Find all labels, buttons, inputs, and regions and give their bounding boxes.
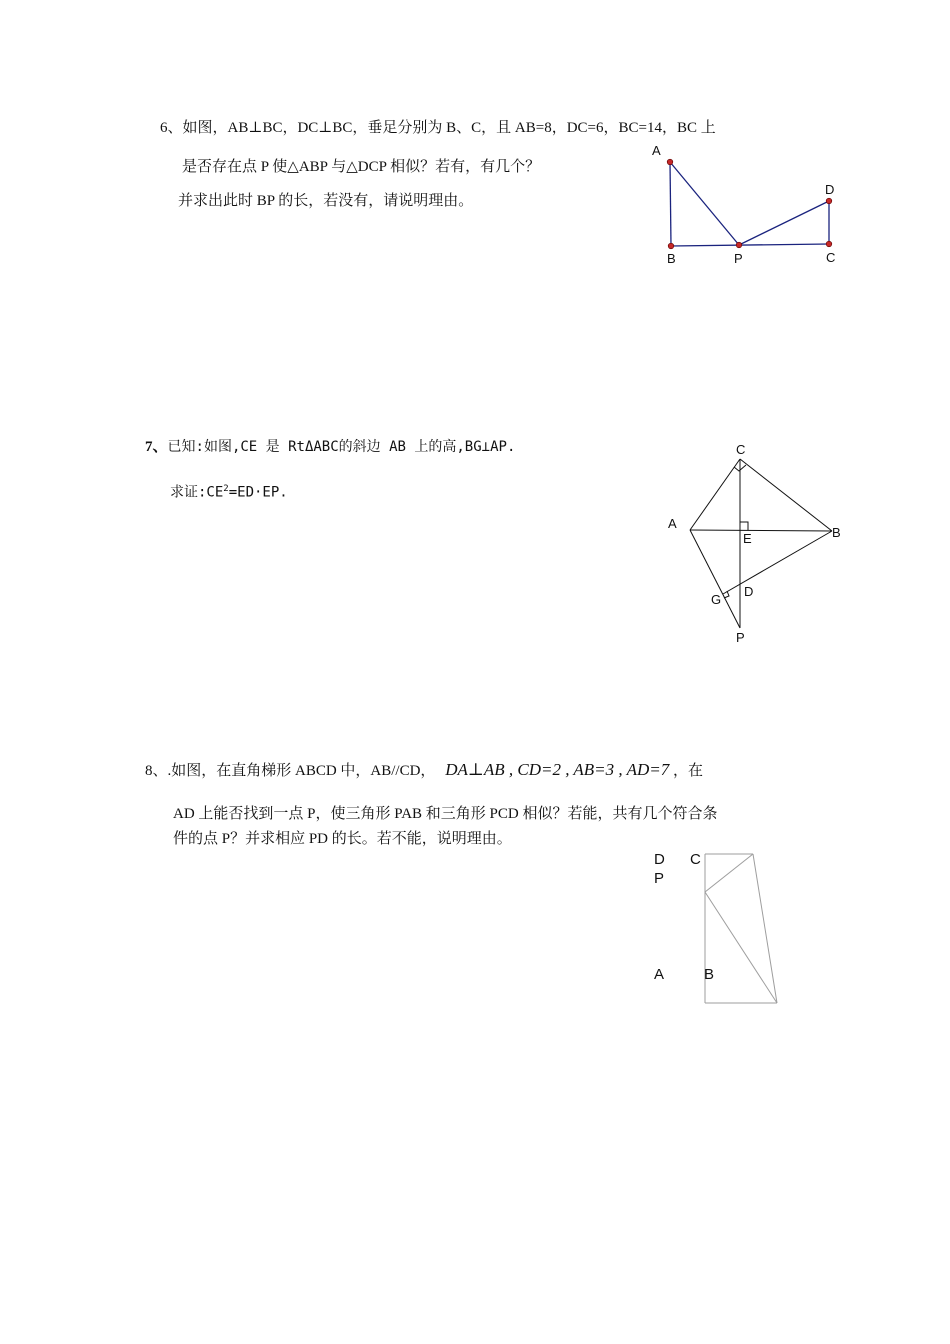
segment-BC [671,244,829,246]
segment-AP [690,530,740,628]
segment-PB [705,892,777,1003]
label-C: C [736,442,746,457]
point-C [826,241,832,247]
label-P: P [734,251,743,266]
proof-superscript: 2 [223,484,229,494]
label-B: B [667,251,676,266]
problem6-line2: 是否存在点 P 使△ABP 与△DCP 相似？若有，有几个？ [182,159,541,175]
segment-PC [705,854,753,892]
problem6-line3: 并求出此时 BP 的长，若没有，请说明理由。 [178,193,474,209]
label-C: C [826,250,836,265]
problem8-formula: DA⊥AB , CD=2 , AB=3 , AD=7 [445,760,670,779]
label-D: D [825,182,835,197]
proof-suffix: =ED·EP. [228,484,288,501]
segment-AP [670,162,739,245]
problem8-line1-suffix: ，在 [672,763,703,779]
point-B [668,243,674,249]
label-B: B [832,525,841,540]
segment-AB [670,162,671,246]
problem8-line1 [145,760,703,781]
label-A: A [654,966,665,983]
problem6-figure [640,138,850,270]
problem8-line3: 件的点 P？并求相应 PD 的长。若不能，说明理由。 [173,831,512,847]
problem7-sep: 、 [152,439,168,455]
segment-CB [753,854,777,1003]
point-A [667,159,673,165]
segment-AB [690,530,832,531]
label-C: C [690,851,701,868]
problem6-line1: 6、如图，AB⊥BC，DC⊥BC，垂足分别为 B、C，且 AB=8，DC=6，BC=14，BC 上 [160,120,716,136]
segment-CB [740,459,832,531]
label-P: P [736,630,745,645]
label-E: E [743,531,752,546]
problem7-proof [170,479,288,503]
label-B: B [704,966,715,983]
problem6-points [667,159,835,249]
problem7-figure [660,438,850,648]
segment-BG [723,531,832,594]
problem7-statement [145,437,515,457]
problem6-segments [670,162,829,246]
point-D [826,198,832,204]
label-D: D [654,851,665,868]
problem8-line2: AD 上能否找到一点 P，使三角形 PAB 和三角形 PCD 相似？若能，共有几个符合条 [173,806,718,822]
right-angle-E [740,522,748,530]
problem8-line1-prefix: 8、.如图，在直角梯形 ABCD 中，AB//CD， [145,763,436,779]
label-A: A [652,143,661,158]
segment-AC [690,459,740,530]
point-P [736,242,742,248]
label-G: G [711,592,722,607]
problem7-text1: 已知:如图,CE 是 RtΔABC的斜边 AB 上的高,BG⊥AP. [167,439,516,455]
label-A: A [668,516,677,531]
proof-prefix: 求证:CE [170,484,224,501]
problem8-figure [640,845,800,1015]
segment-PD [739,201,829,245]
label-P: P [654,870,665,887]
label-D: D [744,584,754,599]
problem8-segments [705,854,777,1003]
problem7-number: 7 [145,439,153,455]
